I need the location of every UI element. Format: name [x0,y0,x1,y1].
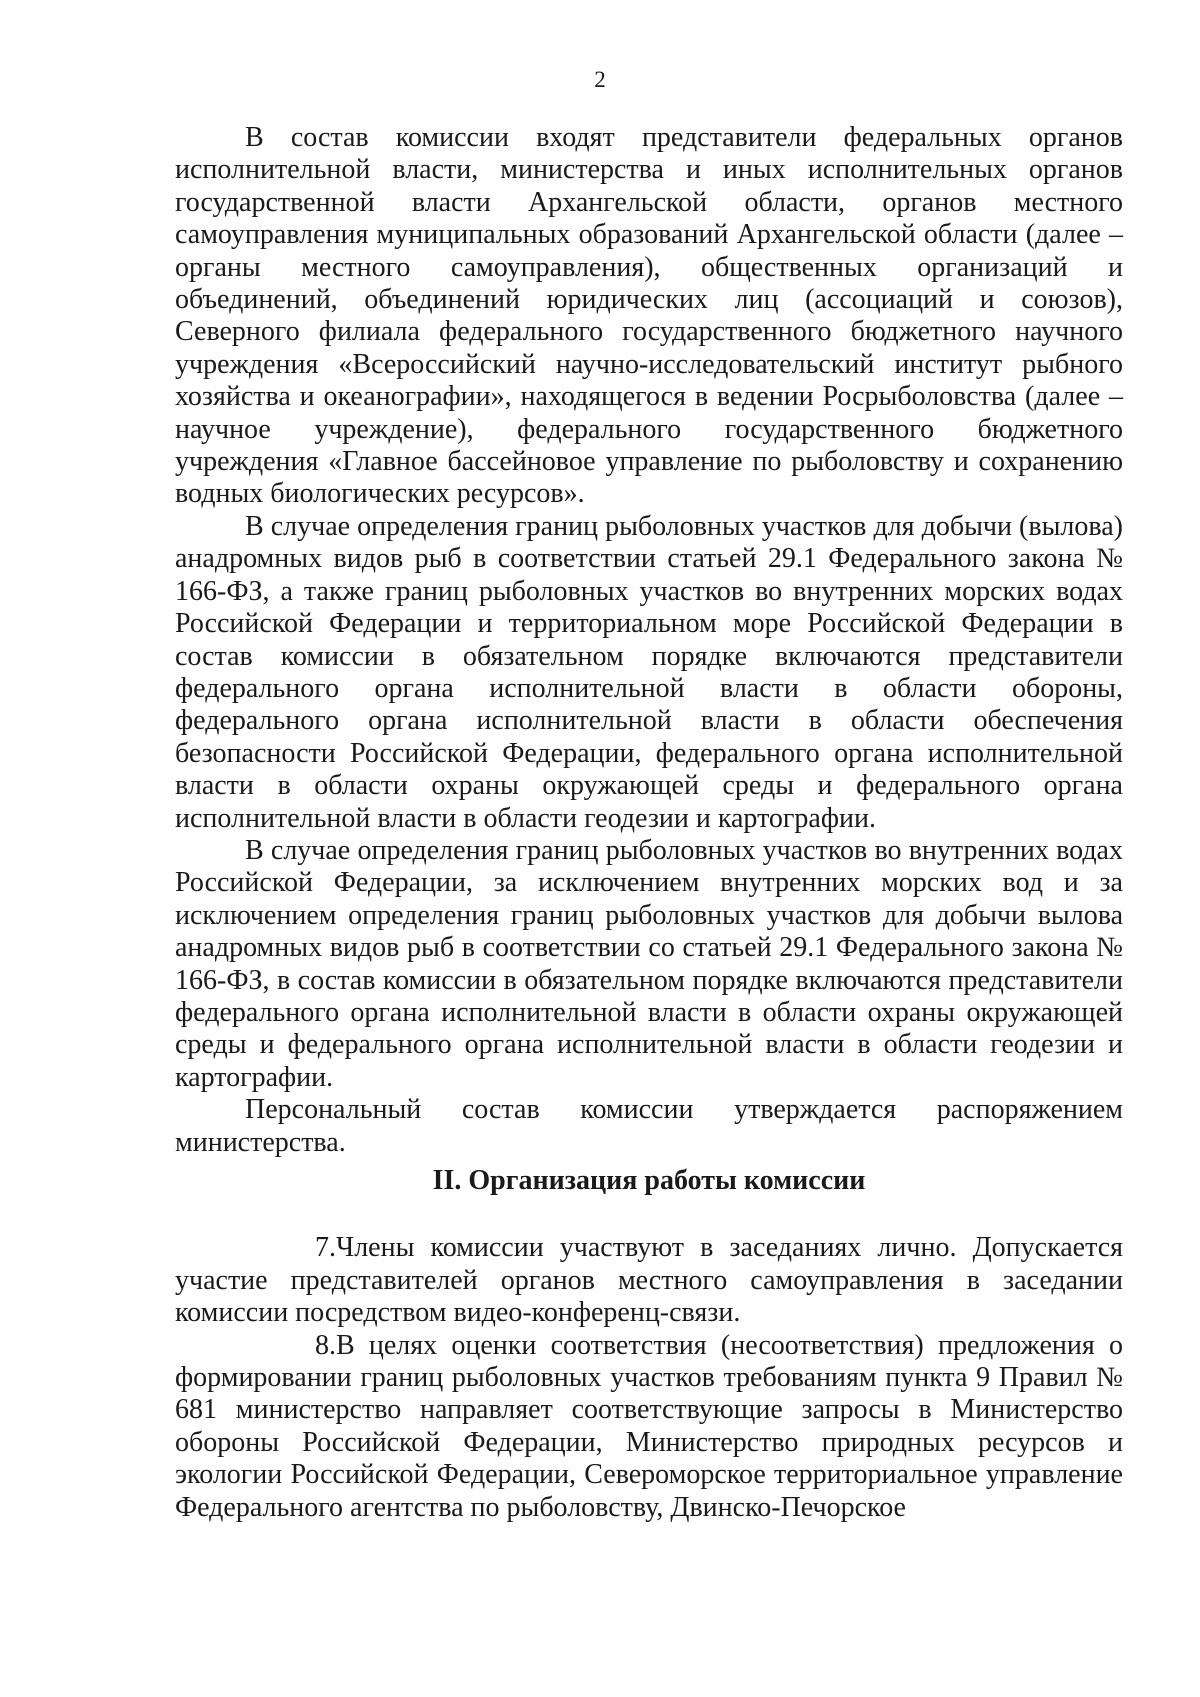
list-item-8 [175,1330,1123,1524]
document-body [175,122,1123,1524]
paragraph-personal-composition: Персональный состав комиссии утверждается распоряжением министерства. [175,1094,1123,1158]
paragraph-commission-composition: В состав комиссии входят представители федеральных органов исполнительной власти, министерства и иных исполнительных органов государственной власти Архангельской области, органов местного самоуправления муниципальных образований Архангельской области (далее – органы местного самоуправления), общественных организаций и объединений, объединений юридических лиц (ассоциаций и союзов), Северного филиала федерального государственного бюджетного научного учреждения «Всероссийский научно-исследовательский институт рыбного хозяйства и океанографии», находящегося в ведении Росрыболовства (далее – научное учреждение), федерального государственного бюджетного учреждения «Главное бассейновое управление по рыболовству и сохранению водных биологических ресурсов». [175,122,1123,510]
paragraph-inland-waters: В случае определения границ рыболовных участков во внутренних водах Российской Федерации, за исключением внутренних морских вод и за исключением определения границ рыболовных участков для добычи вылова анадромных видов рыб в соответствии со статьей 29.1 Федерального закона № 166-ФЗ, в состав комиссии в обязательном порядке включаются представители федерального органа исполнительной власти в области охраны окружающей среды и федерального органа исполнительной власти в области геодезии и картографии. [175,834,1123,1093]
paragraph-anadromous-fish-sea-waters: В случае определения границ рыболовных участков для добычи (вылова) анадромных видов рыб в соответствии статьей 29.1 Федерального закона № 166-ФЗ, а также границ рыболовных участков во внутренних морских водах Российской Федерации и территориальном море Российской Федерации в состав комиссии в обязательном порядке включаются представители федерального органа исполнительной власти в области обороны, федерального органа исполнительной власти в области обеспечения безопасности Российской Федерации, федерального органа исполнительной власти в области охраны окружающей среды и федерального органа исполнительной власти в области геодезии и картографии. [175,510,1123,834]
list-item-text: Члены комиссии участвуют в заседаниях лично. Допускается участие представителей органов местного самоуправления в заседании комиссии посредством видео-конференц-связи. [175,1232,1123,1329]
list-item-number: 7. [315,1232,336,1264]
list-item-7 [175,1232,1123,1329]
list-item-number: 8. [315,1329,336,1361]
section-heading: II. Организация работы комиссии [432,1165,866,1196]
page-number: 2 [594,67,606,92]
list-item-text: В целях оценки соответствия (несоответствия) предложения о формировании границ рыболовных участков требованиям пункта 9 Правил № 681 министерство направляет соответствующие запросы в Министерство обороны Российской Федерации, Министерство природных ресурсов и экологии Российской Федерации, Североморское территориальное управление Федерального агентства по рыболовству, Двинско-Печорское [175,1329,1123,1523]
